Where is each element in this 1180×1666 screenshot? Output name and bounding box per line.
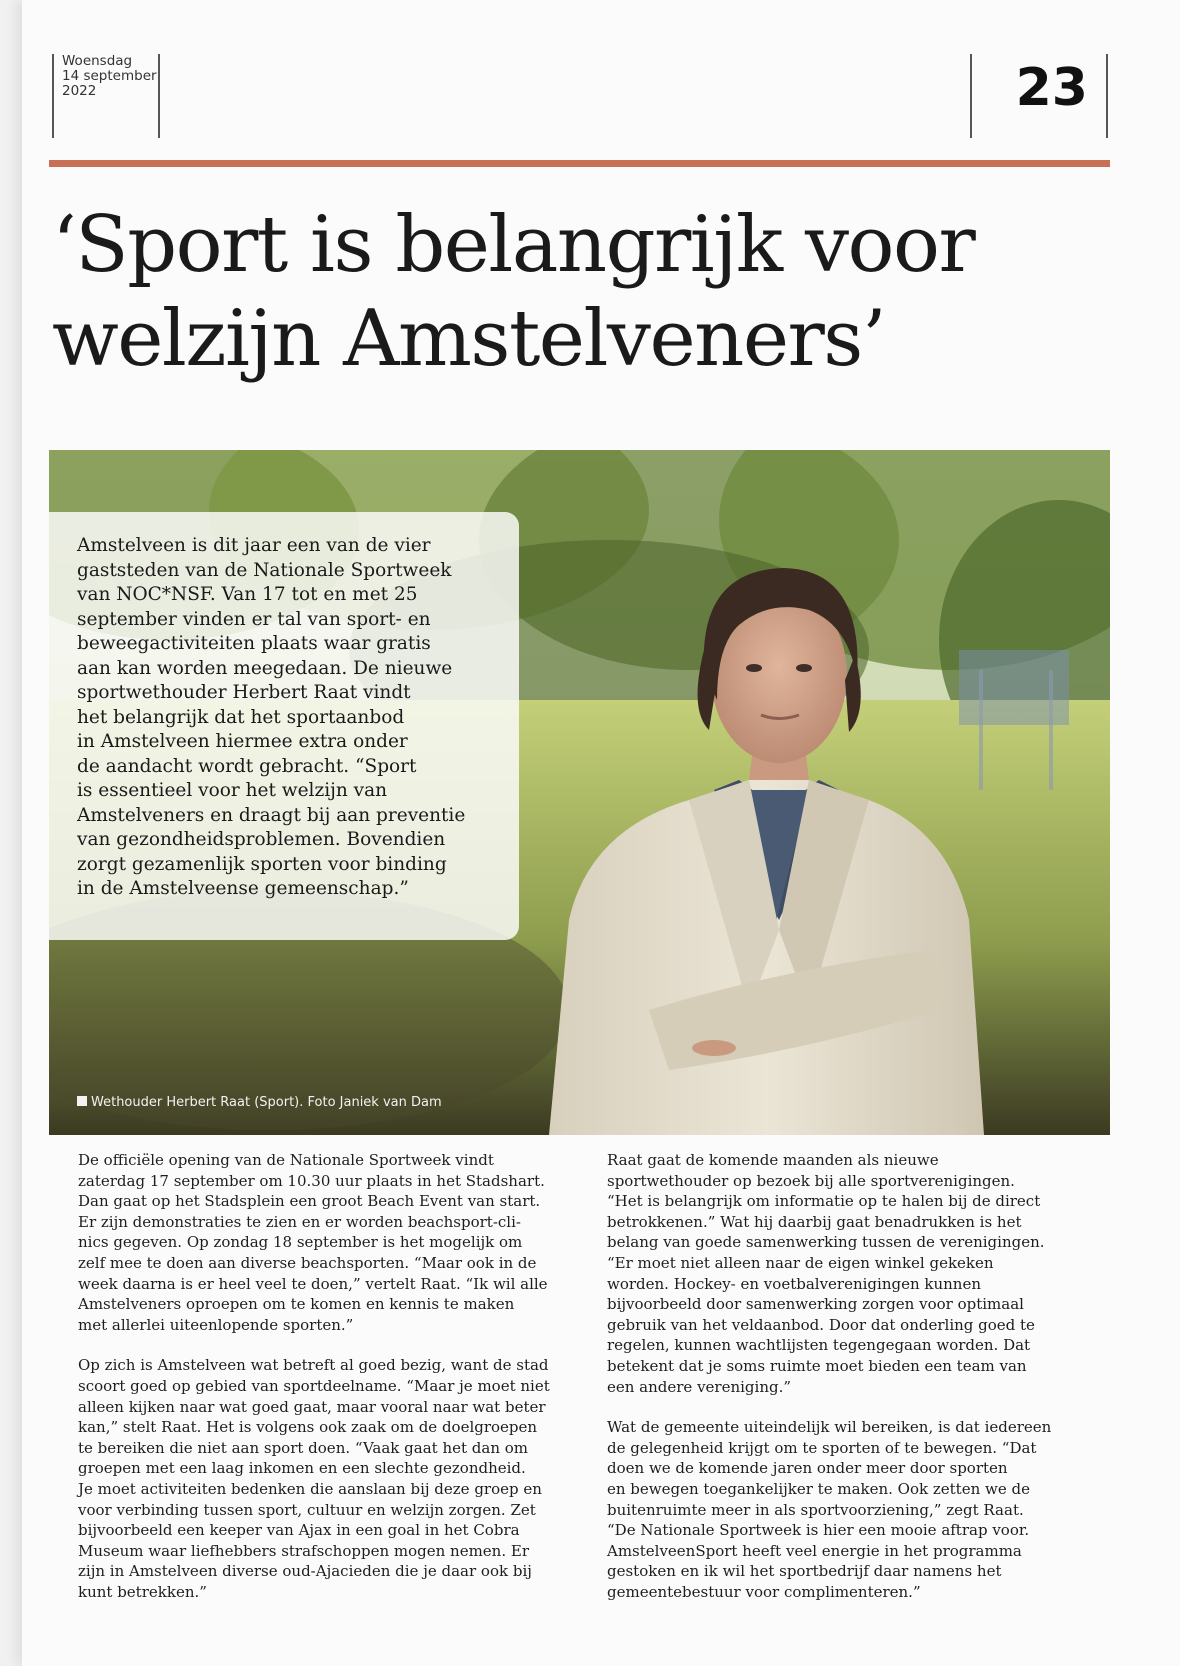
text-line: Je moet activiteiten bedenken die aanslaan bij deze groep en — [78, 1479, 542, 1498]
intro-line: de aandacht wordt gebracht. “Sport — [77, 755, 417, 777]
caption-text: Wethouder Herbert Raat (Sport). Foto Janiek van Dam — [91, 1095, 442, 1110]
text-line: en bewegen toegankelijker te maken. Ook zetten we de — [607, 1479, 1030, 1498]
text-line: groepen met een laag inkomen en een slechte gezondheid. — [78, 1459, 526, 1478]
text-line: “Er moet niet alleen naar de eigen winkel gekeken — [607, 1253, 994, 1272]
header-rule — [49, 160, 1110, 167]
intro-line: in de Amstelveense gemeenschap.” — [77, 878, 409, 899]
text-line: Raat gaat de komende maanden als nieuwe — [607, 1151, 939, 1169]
intro-line: beweegactiviteiten plaats waar gratis — [77, 633, 431, 654]
text-line: bijvoorbeeld een keeper van Ajax in een goal in het Cobra — [78, 1521, 520, 1540]
intro-line: is essentieel voor het welzijn van — [77, 780, 388, 801]
text-line: De officiële opening van de Nationale Sportweek vindt — [78, 1151, 494, 1169]
page-number-box — [970, 54, 1108, 138]
text-line: Dan gaat op het Stadsplein een groot Beach Event van start. — [78, 1192, 541, 1211]
text-line: zijn in Amstelveen diverse oud-Ajacieden die je daar ook bij — [78, 1562, 532, 1581]
intro-line: Amstelveen is dit jaar een van de vier — [77, 535, 431, 556]
article-photo — [49, 450, 1110, 1135]
text-line: gestoken en ik wil het sportbedrijf daar namens het — [607, 1562, 1002, 1581]
paragraph — [78, 1150, 568, 1335]
intro-line: september vinden er tal van sport- en — [77, 608, 431, 630]
text-line: regelen, kunnen wachtlijsten tegengegaan worden. Dat — [607, 1336, 1031, 1355]
headline-line-2: welzijn Amstelveners’ — [52, 294, 886, 384]
text-line: belang van goede samenwerking tussen de verenigingen. — [607, 1233, 1045, 1252]
text-line: zaterdag 17 september om 10.30 uur plaats in het Stadshart. — [78, 1171, 545, 1190]
text-line: alleen kijken naar wat goed gaat, maar vooral naar wat beter — [78, 1397, 546, 1416]
intro-line: van NOC*NSF. Van 17 tot en met 25 — [77, 584, 418, 605]
paragraph — [78, 1355, 568, 1602]
text-line: Op zich is Amstelveen wat betreft al goed bezig, want de stad — [78, 1356, 549, 1375]
text-line: de gelegenheid krijgt om te sporten of te bewegen. “Dat — [607, 1438, 1037, 1457]
text-line: Museum waar liefhebbers strafschoppen mogen nemen. Er — [78, 1541, 529, 1560]
intro-line: zorgt gezamenlijk sporten voor binding — [77, 853, 447, 875]
date-weekday: Woensdag — [62, 53, 133, 69]
intro-box — [49, 512, 519, 940]
text-line: week daarna is er heel veel te doen,” vertelt Raat. “Ik wil alle — [78, 1274, 548, 1293]
body-column-right — [607, 1150, 1097, 1622]
text-line: gemeentebestuur voor complimenteren.” — [607, 1582, 921, 1601]
date-day-month: 14 september — [62, 68, 157, 84]
text-line: nics gegeven. Op zondag 18 september is het mogelijk om — [78, 1233, 523, 1252]
intro-line: in Amstelveen hiermee extra onder — [77, 731, 408, 752]
intro-line: sportwethouder Herbert Raat vindt — [77, 682, 411, 703]
text-line: buitenruimte meer in als sportvoorziening,” zegt Raat. — [607, 1500, 1024, 1519]
text-line: AmstelveenSport heeft veel energie in het programma — [607, 1541, 1022, 1560]
paragraph — [607, 1417, 1097, 1602]
text-line: kunt betrekken.” — [78, 1582, 207, 1601]
text-line: Amstelveners oproepen om te komen en kennis te maken — [78, 1295, 515, 1314]
text-line: “De Nationale Sportweek is hier een mooie aftrap voor. — [607, 1521, 1030, 1540]
text-line: gebruik van het veldaanbod. Door dat onderling goed te — [607, 1315, 1035, 1334]
article-headline — [52, 198, 1122, 386]
text-line: Wat de gemeente uiteindelijk wil bereiken, is dat iedereen — [607, 1418, 1052, 1437]
paragraph — [607, 1150, 1097, 1397]
headline-line-1: ‘Sport is belangrijk voor — [52, 200, 975, 290]
text-line: worden. Hockey- en voetbalverenigingen kunnen — [607, 1274, 981, 1293]
text-line: voor verbinding tussen sport, cultuur en welzijn zorgen. Zet — [78, 1500, 536, 1519]
text-line: een andere vereniging.” — [607, 1377, 792, 1396]
intro-line: aan kan worden meegedaan. De nieuwe — [77, 657, 453, 679]
date-year: 2022 — [62, 83, 97, 99]
page-number: 23 — [1015, 58, 1088, 118]
intro-line: van gezondheidsproblemen. Bovendien — [77, 829, 446, 850]
text-line: te bereiken die niet aan sport doen. “Vaak gaat het dan om — [78, 1438, 529, 1457]
text-line: doen we de komende jaren onder meer door sporten — [607, 1459, 1008, 1478]
text-line: met allerlei uiteenlopende sporten.” — [78, 1315, 354, 1334]
body-column-left — [78, 1150, 568, 1622]
intro-line: Amstelveners en draagt bij aan preventie — [77, 804, 466, 826]
photo-caption — [77, 1095, 442, 1110]
text-line: Er zijn demonstraties te zien en er worden beachsport-cli- — [78, 1212, 521, 1231]
text-line: kan,” stelt Raat. Het is volgens ook zaak om de doelgroepen — [78, 1418, 538, 1437]
caption-square-icon — [77, 1096, 87, 1106]
intro-line: gaststeden van de Nationale Sportweek — [77, 559, 452, 581]
text-line: sportwethouder op bezoek bij alle sportverenigingen. — [607, 1171, 1015, 1190]
text-line: betrokkenen.” Wat hij daarbij gaat benadrukken is het — [607, 1212, 1022, 1231]
intro-line: het belangrijk dat het sportaanbod — [77, 706, 405, 728]
text-line: “Het is belangrijk om informatie op te halen bij de direct — [607, 1192, 1041, 1211]
text-line: zelf mee te doen aan diverse beachsporten. “Maar ook in de — [78, 1253, 537, 1272]
issue-date — [52, 54, 160, 138]
text-line: bijvoorbeeld door samenwerking zorgen voor optimaal — [607, 1295, 1024, 1314]
newspaper-page — [22, 0, 1180, 1666]
text-line: betekent dat je soms ruimte moet bieden een team van — [607, 1356, 1027, 1375]
text-line: scoort goed op gebied van sportdeelname. “Maar je moet niet — [78, 1376, 550, 1395]
